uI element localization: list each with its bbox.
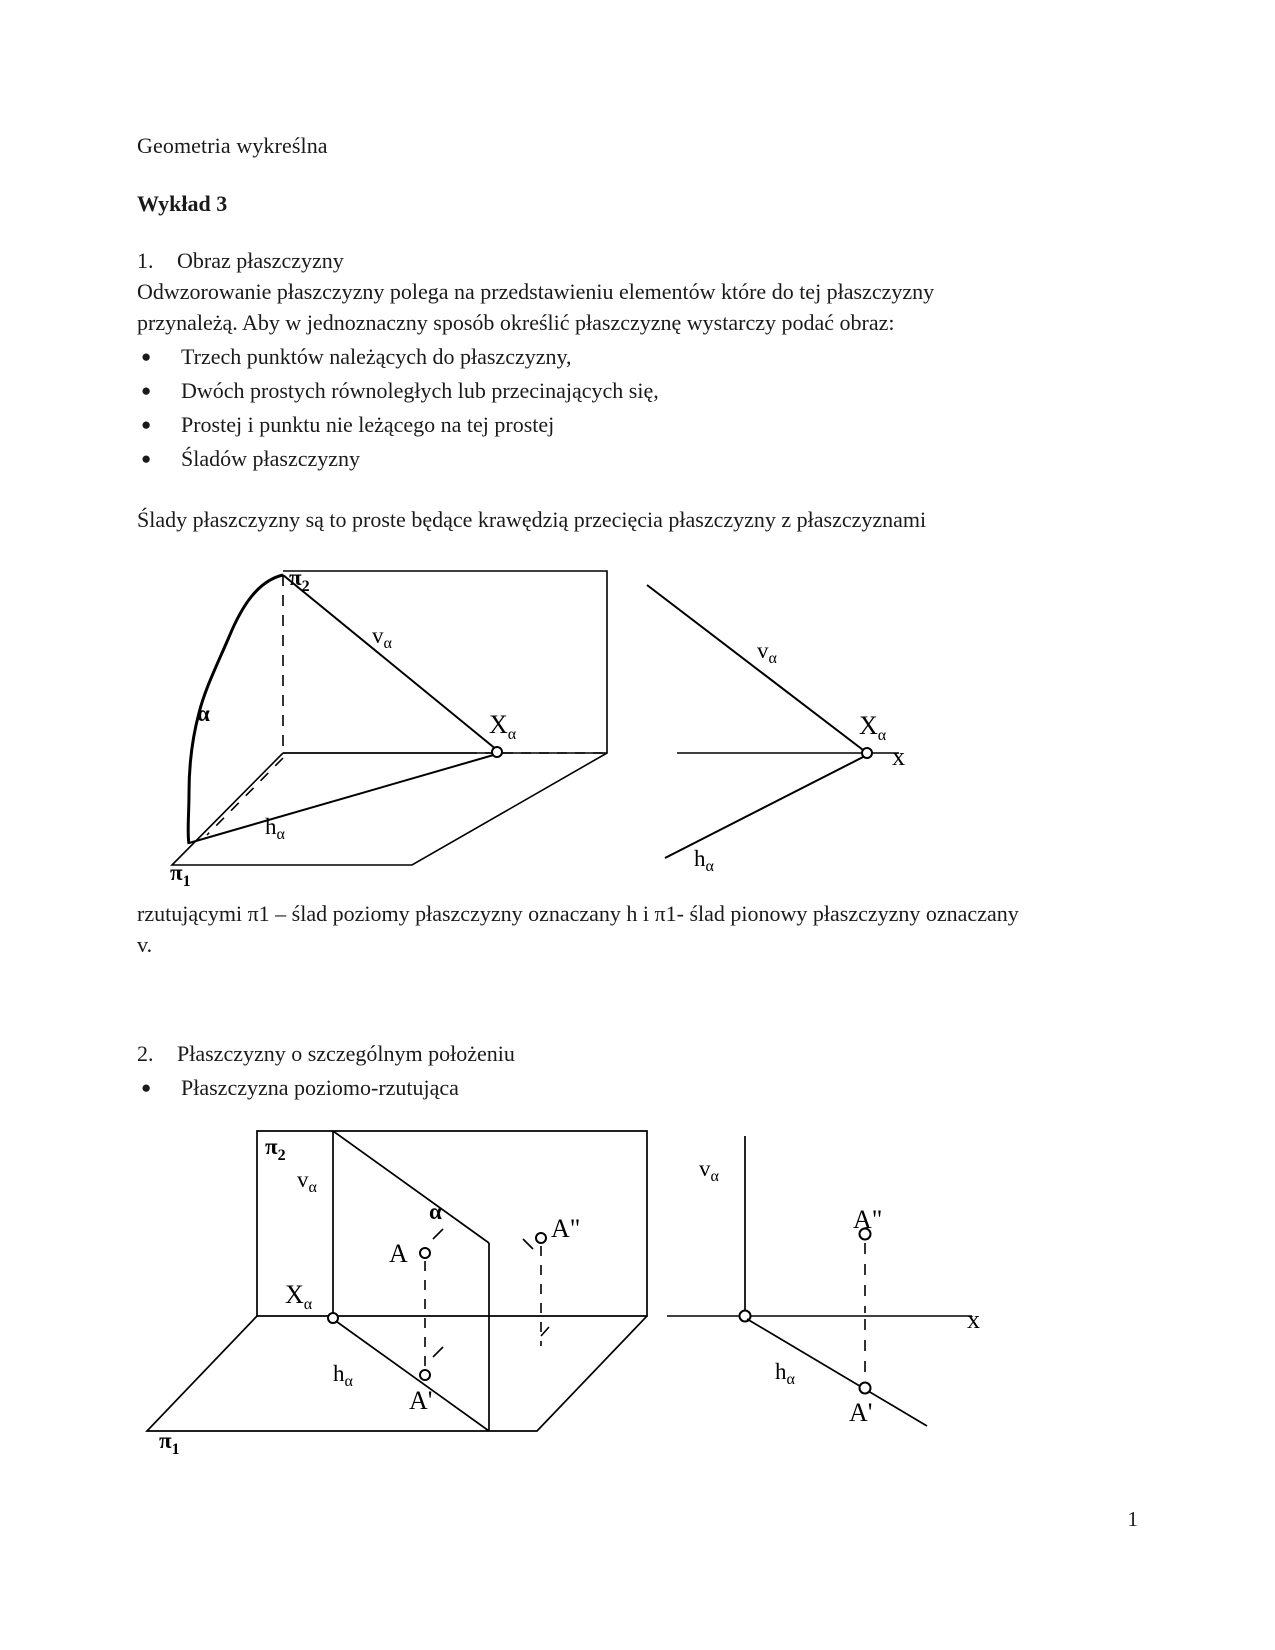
- page-number: 1: [1127, 1507, 1138, 1531]
- section-2-title: Płaszczyzny o szczególnym położeniu: [177, 1041, 515, 1066]
- projection-point-x-alpha: [862, 748, 872, 758]
- figure-1-plane-traces: [137, 553, 1037, 898]
- list-item-label: Trzech punktów należących do płaszczyzny,: [181, 344, 572, 369]
- section-2-number: 2.: [137, 1041, 154, 1066]
- projection-point-a-prime: [860, 1383, 871, 1394]
- projection-label-v-alpha: $v_\alpha$: [757, 638, 777, 667]
- label-v-alpha: $v_\alpha$: [297, 1167, 317, 1196]
- bullet-icon: ●: [141, 381, 152, 400]
- projection-trace-h-alpha: [665, 755, 867, 858]
- projection-label-h-alpha: $h_\alpha$: [694, 846, 714, 875]
- trace-h-alpha: [189, 754, 497, 843]
- point-a: [420, 1248, 430, 1258]
- label-h-alpha: $h_\alpha$: [333, 1361, 353, 1390]
- alpha-top-edge: [333, 1131, 489, 1243]
- projection-trace-v-alpha: [647, 585, 867, 753]
- section-2-bullets: [137, 1072, 1037, 1103]
- label-pi1: $\pi_1$: [159, 1428, 180, 1458]
- list-item-label: Śladów płaszczyzny: [181, 446, 360, 471]
- figure-1-caption-paragraph: rzutującymi π1 – ślad poziomy płaszczyzny oznaczany h i π1- ślad pionowy płaszczyzny oznaczany v.: [137, 901, 1019, 957]
- label-point-a-prime: A': [409, 1386, 433, 1415]
- bullet-icon: ●: [141, 449, 152, 468]
- list-item: [137, 409, 1037, 440]
- label-x-alpha: $X_\alpha$: [285, 1280, 313, 1313]
- section-1-heading: [137, 245, 1037, 276]
- point-a-double-prime: [536, 1233, 546, 1243]
- list-item-label: Płaszczyzna poziomo-rzutująca: [181, 1075, 459, 1100]
- section-2-heading: [137, 1038, 1037, 1069]
- list-item: [137, 443, 1037, 474]
- list-item-label: Dwóch prostych równoległych lub przecinających się,: [181, 378, 659, 403]
- section-1-paragraph: Odwzorowanie płaszczyzny polega na przedstawieniu elementów które do tej płaszczyzny przynależą. Aby w jednoznaczny sposób określić płaszczyznę wystarczy podać obraz:: [137, 279, 935, 335]
- figure-2-vertical-projecting-plane: [137, 1121, 1037, 1466]
- list-item-label: Prostej i punktu nie leżącego na tej prostej: [181, 412, 555, 437]
- label-h-alpha: $h_\alpha$: [265, 814, 285, 843]
- bullet-icon: ●: [141, 415, 152, 434]
- section-1-bullets: [137, 341, 1037, 474]
- bullet-icon: ●: [141, 347, 152, 366]
- list-item: [137, 1072, 1037, 1103]
- projection-label-x-alpha: $X_\alpha$: [859, 711, 887, 744]
- projection-label-x-axis: x: [892, 742, 905, 771]
- trace-v-alpha: [283, 575, 497, 750]
- projection-label-point-a-prime: A': [849, 1398, 873, 1427]
- list-item: [137, 375, 1037, 406]
- label-pi2: $\pi_2$: [289, 565, 310, 595]
- section-1-title: Obraz płaszczyzny: [177, 248, 344, 273]
- section-1-after-paragraph: Ślady płaszczyzny są to proste będące krawędzią przecięcia płaszczyzny z płaszczyznami: [137, 507, 927, 532]
- projection-trace-h-alpha: [747, 1319, 927, 1426]
- label-pi1: $\pi_1$: [170, 860, 191, 890]
- point-a-prime: [420, 1370, 430, 1380]
- label-v-alpha: $v_\alpha$: [372, 623, 392, 652]
- label-alpha: α: [197, 701, 210, 726]
- section-1-number: 1.: [137, 248, 154, 273]
- point-x-alpha: [328, 1313, 338, 1323]
- label-point-a: A: [389, 1239, 408, 1268]
- projection-label-point-a-double-prime: A": [853, 1205, 883, 1234]
- page-content: [137, 131, 1037, 1466]
- list-item: [137, 341, 1037, 372]
- label-alpha: α: [429, 1199, 442, 1224]
- point-x-alpha: [492, 747, 502, 757]
- label-point-a-double-prime: A": [551, 1214, 581, 1243]
- projection-label-x-axis: x: [967, 1305, 980, 1334]
- projection-label-v-alpha: $v_\alpha$: [699, 1156, 719, 1185]
- document-title: Geometria wykreślna: [137, 133, 328, 158]
- label-pi2: $\pi_2$: [265, 1134, 286, 1164]
- label-x-alpha: $X_\alpha$: [489, 710, 517, 743]
- lecture-title: Wykład 3: [137, 191, 228, 216]
- projection-label-h-alpha: $h_\alpha$: [775, 1359, 795, 1388]
- bullet-icon: ●: [141, 1078, 152, 1097]
